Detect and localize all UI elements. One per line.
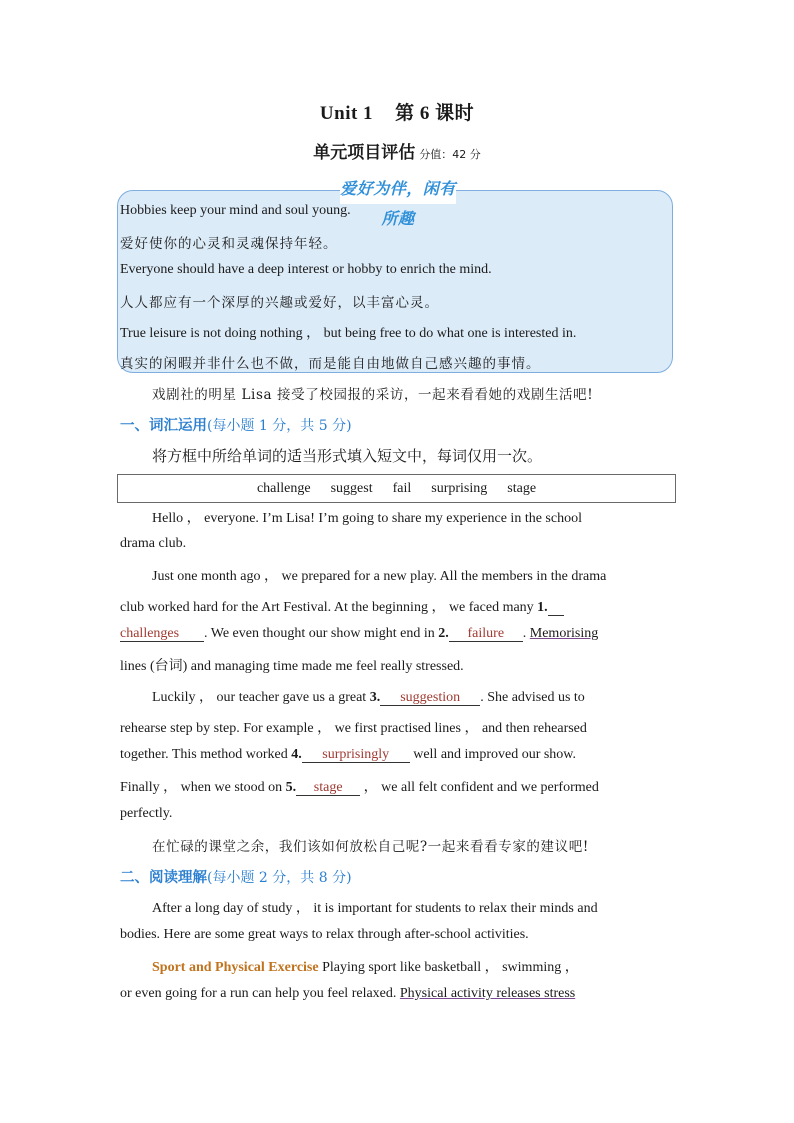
underlined-memorising: Memorising xyxy=(529,626,599,641)
para1-line1: Hello ， everyone. I’m Lisa! I’m going to share my experience in the school xyxy=(152,511,582,526)
para2-line2: club worked hard for the Art Festival. At the beginning ， we faced many 1. xyxy=(120,596,564,616)
answer-blank-4: surprisingly xyxy=(302,747,410,763)
answer-blank-3: suggestion xyxy=(380,690,480,706)
reading-subheading: Sport and Physical Exercise xyxy=(152,960,319,975)
score-label: 分值：42 分 xyxy=(419,148,481,161)
blank-number-2: 2. xyxy=(438,626,449,641)
section-1-heading xyxy=(120,414,352,435)
section-2-heading xyxy=(120,866,352,887)
intro-lisa: 戏剧社的明星 Lisa 接受了校园报的采访，一起来看看她的戏剧生活吧! xyxy=(152,387,594,403)
page-subtitle xyxy=(0,138,794,163)
para2-line1: Just one month ago ， we prepared for a new play. All the members in the drama xyxy=(152,569,607,584)
reading-line-4: or even going for a run can help you feel relaxed. Physical activity releases stress xyxy=(120,986,576,1001)
quote-line-5: True leisure is not doing nothing ， but being free to do what one is interested in. xyxy=(120,326,577,341)
quote-line-6: 真实的闲暇并非什么也不做，而是能自由地做自己感兴趣的事情。 xyxy=(120,356,541,372)
quote-line-2: 爱好使你的心灵和灵魂保持年轻。 xyxy=(120,236,338,252)
para2-line4: lines (台词) and managing time made me feel really stressed. xyxy=(120,659,464,674)
blank-number-3: 3. xyxy=(369,690,381,705)
para2-line3: challenges . We even thought our show might end in 2. failure . Memorising xyxy=(120,626,599,641)
para1-line2: drama club. xyxy=(120,536,187,551)
quote-line-1: Hobbies keep your mind and soul young. xyxy=(120,203,351,218)
quote-box-border-segment xyxy=(458,190,658,191)
section-2-points: (每小题 2 分，共 8 分) xyxy=(207,870,352,886)
blank-number-5: 5. xyxy=(285,780,297,795)
reading-line-3: Sport and Physical Exercise Playing sport like basketball ， swimming ， xyxy=(152,960,579,975)
quote-line-4: 人人都应有一个深厚的兴趣或爱好，以丰富心灵。 xyxy=(120,295,439,311)
answer-blank-1-start xyxy=(548,600,564,616)
title-unit: Unit 1 xyxy=(319,103,374,124)
section-2-title: 二、阅读理解 xyxy=(120,870,207,886)
word-bank-item: surprising xyxy=(431,480,488,496)
answer-blank-5: stage xyxy=(296,780,360,796)
title-lesson: 第 6 课时 xyxy=(395,103,475,124)
word-bank-box xyxy=(117,474,676,503)
underlined-physical-activity: Physical activity releases stress xyxy=(399,986,576,1001)
para3-line3: together. This method worked 4. surprisingly well and improved our show. xyxy=(120,747,577,762)
para3-line1: Luckily ， our teacher gave us a great 3. suggestion . She advised us to xyxy=(152,690,585,705)
word-bank-item: challenge xyxy=(256,480,311,496)
word-bank-item: suggest xyxy=(330,480,373,496)
para3-line2: rehearse step by step. For example ， we first practised lines ， and then rehearsed xyxy=(120,721,587,736)
blank-number-4: 4. xyxy=(291,747,302,762)
word-bank-item: fail xyxy=(392,480,412,496)
section-1-instruction: 将方框中所给单词的适当形式填入短文中，每词仅用一次。 xyxy=(152,447,543,465)
para3-line5: perfectly. xyxy=(120,806,173,821)
quote-banner: 爱好为伴，闲有所趣 xyxy=(340,174,456,204)
subtitle-text: 单元项目评估 xyxy=(313,143,416,163)
section-1-points: (每小题 1 分，共 5 分) xyxy=(207,418,352,434)
answer-blank-1: challenges xyxy=(120,626,204,642)
page-title xyxy=(0,98,794,125)
blank-number-1: 1. xyxy=(537,600,548,615)
section-1-title: 一、词汇运用 xyxy=(120,418,207,434)
quote-box-border-segment xyxy=(133,190,338,191)
answer-blank-2: failure xyxy=(449,626,523,642)
reading-line-1: After a long day of study ， it is important for students to relax their minds and xyxy=(152,901,598,916)
word-bank-item: stage xyxy=(507,480,537,496)
intro-relax: 在忙碌的课堂之余，我们该如何放松自己呢?一起来看看专家的建议吧! xyxy=(152,839,589,855)
reading-line-2: bodies. Here are some great ways to relax through after-school activities. xyxy=(120,927,529,942)
para3-line4: Finally ， when we stood on 5. stage ， we all felt confident and we performed xyxy=(120,780,599,795)
quote-line-3: Everyone should have a deep interest or hobby to enrich the mind. xyxy=(120,262,492,277)
